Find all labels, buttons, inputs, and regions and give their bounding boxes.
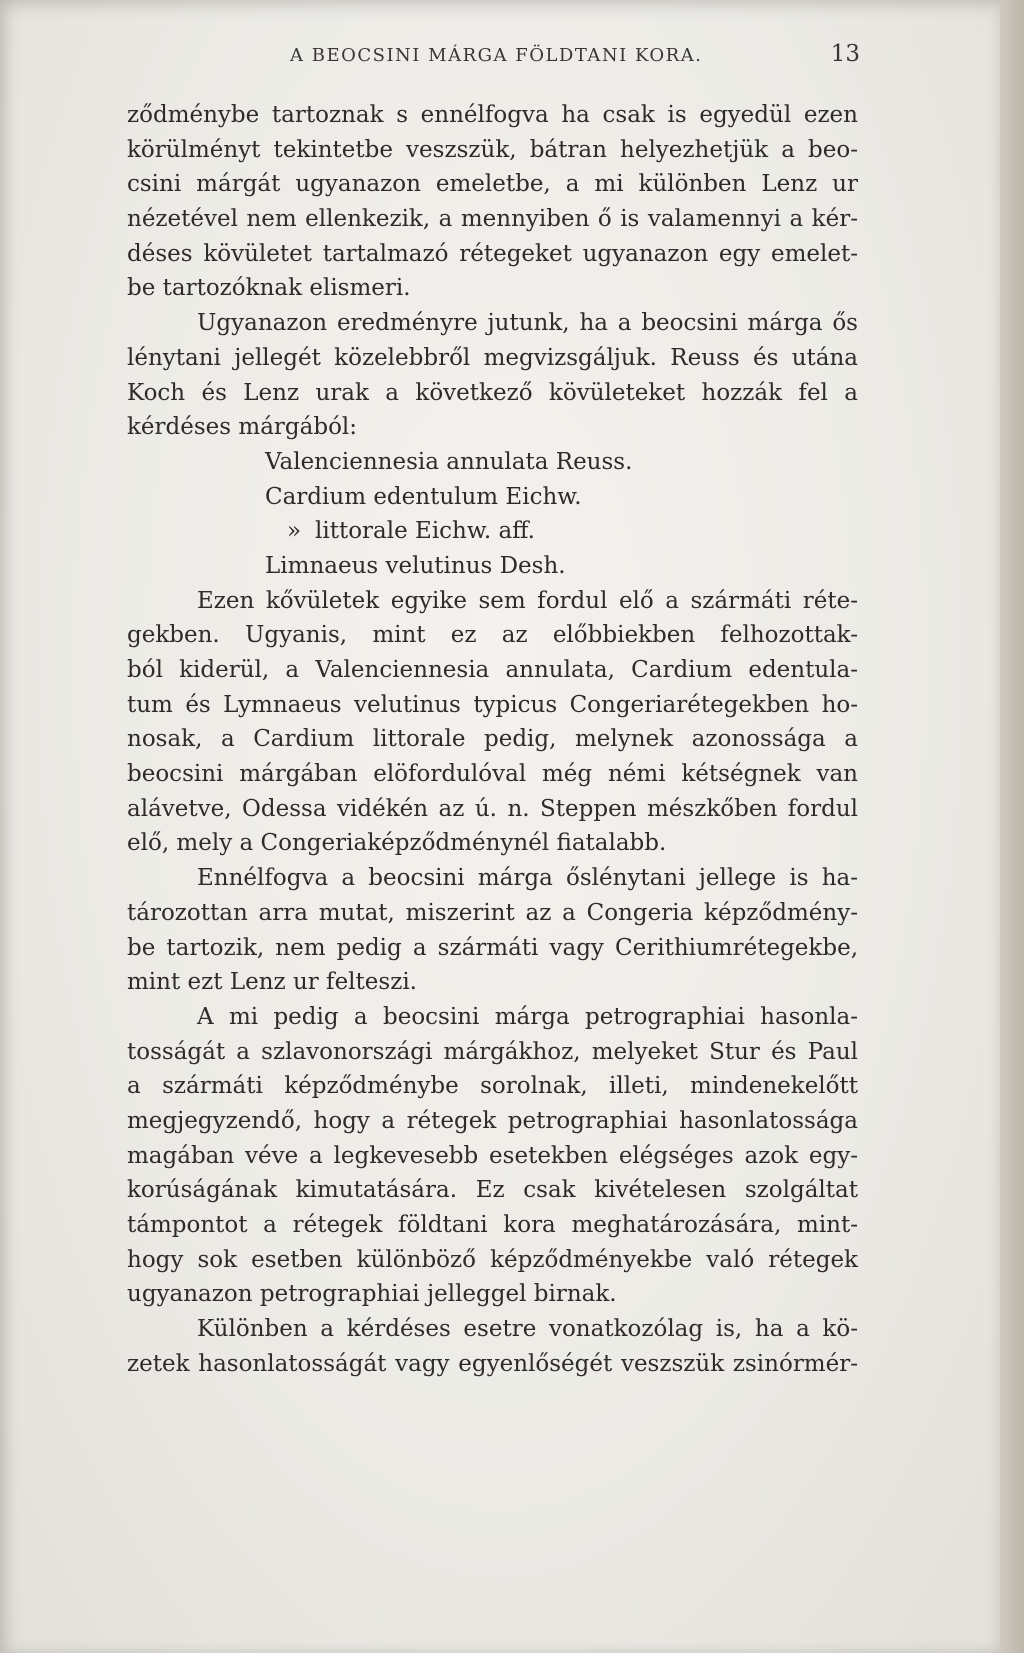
body-text: [127, 98, 858, 1381]
text-line: kérdéses márgából:: [127, 414, 358, 441]
text-line: ugyanazon petrographiai jelleggel birnak.: [127, 1281, 617, 1308]
species-name: Valenciennesia annulata Reuss.: [265, 448, 633, 475]
text-line: mint ezt Lenz ur felteszi.: [127, 969, 417, 996]
text-line: A mi pedig a beocsini márga petrographiai hasonla-: [197, 1003, 858, 1030]
text-line: ból kiderül, a Valenciennesia annulata, Cardium edentula-: [127, 657, 858, 683]
text-line: Ezen kővületek egyike sem fordul elő a szármáti réte-: [197, 587, 858, 614]
text-line: Ennélfogva a beocsini márga őslénytani jellege is ha-: [197, 865, 858, 892]
ditto-mark: »: [287, 518, 302, 545]
text-line: lénytani jellegét közelebbről megvizsgáljuk. Reuss és utána: [127, 344, 858, 371]
text-line: be tartozik, nem pedig a szármáti vagy Cerithiumrétegekbe,: [127, 934, 858, 961]
text-line: elő, mely a Congeriaképződménynél fiatalabb.: [127, 830, 667, 857]
text-line: Ugyanazon eredményre jutunk, ha a beocsini márga ős: [197, 310, 858, 337]
text-line: körülményt tekintetbe veszszük, bátran helyezhetjük a beo-: [127, 136, 858, 163]
text-line: nézetével nem ellenkezik, a mennyiben ő is valamennyi a kér-: [127, 206, 858, 233]
text-line: be tartozóknak elismeri.: [127, 275, 411, 302]
species-entry: [127, 514, 858, 549]
text-line: a szármáti képződménybe sorolnak, illeti, mindenekelőtt: [127, 1073, 858, 1100]
page-header: [290, 41, 860, 75]
text-line: csini márgát ugyanazon emeletbe, a mi különben Lenz ur: [127, 171, 858, 198]
species-name: Cardium edentulum Eichw.: [265, 483, 582, 510]
running-head: A BEOCSINI MÁRGA FÖLDTANI KORA.: [290, 45, 703, 66]
text-line: magában véve a legkevesebb esetekben elégséges azok egy-: [127, 1142, 858, 1169]
species-entry: [127, 445, 858, 480]
species-entry: [127, 549, 858, 584]
text-line: Koch és Lenz urak a következő kövületeket hozzák fel a: [127, 379, 858, 406]
text-line: támpontot a rétegek földtani kora meghatározására, mint-: [127, 1212, 858, 1238]
text-line: gekben. Ugyanis, mint ez az előbbiekben felhozottak-: [127, 622, 858, 649]
text-line: alávetve, Odessa vidékén az ú. n. Steppen mészkőben fordul: [127, 795, 858, 822]
text-line: Különben a kérdéses esetre vonatkozólag is, ha a kö-: [197, 1316, 858, 1343]
text-line: nosak, a Cardium littorale pedig, melynek azonossága a: [127, 726, 858, 753]
text-line: tum és Lymnaeus velutinus typicus Congeriarétegekben ho-: [127, 691, 858, 718]
species-name: littorale Eichw. aff.: [315, 518, 535, 545]
text-line: tározottan arra mutat, miszerint az a Congeria képződmény-: [127, 899, 858, 926]
text-line: megjegyzendő, hogy a rétegek petrographiai hasonlatossága: [127, 1107, 858, 1134]
page-edge: [1000, 0, 1024, 1653]
text-line: ződménybe tartoznak s ennélfogva ha csak is egyedül ezen: [127, 102, 858, 128]
text-line: hogy sok esetben különböző képződményekbe való rétegek: [127, 1246, 858, 1273]
page-number: 13: [830, 41, 860, 67]
species-name: Limnaeus velutinus Desh.: [265, 552, 566, 579]
text-line: tosságát a szlavonországi márgákhoz, melyeket Stur és Paul: [127, 1038, 858, 1065]
text-line: korúságának kimutatására. Ez csak kivételesen szolgáltat: [127, 1177, 858, 1204]
text-line: zetek hasonlatosságát vagy egyenlőségét veszszük zsinórmér-: [127, 1350, 858, 1377]
text-line: beocsini márgában elöfordulóval még némi kétségnek van: [127, 761, 858, 788]
species-entry: [127, 480, 858, 515]
text-line: déses kövületet tartalmazó rétegeket ugyanazon egy emelet-: [127, 240, 858, 267]
